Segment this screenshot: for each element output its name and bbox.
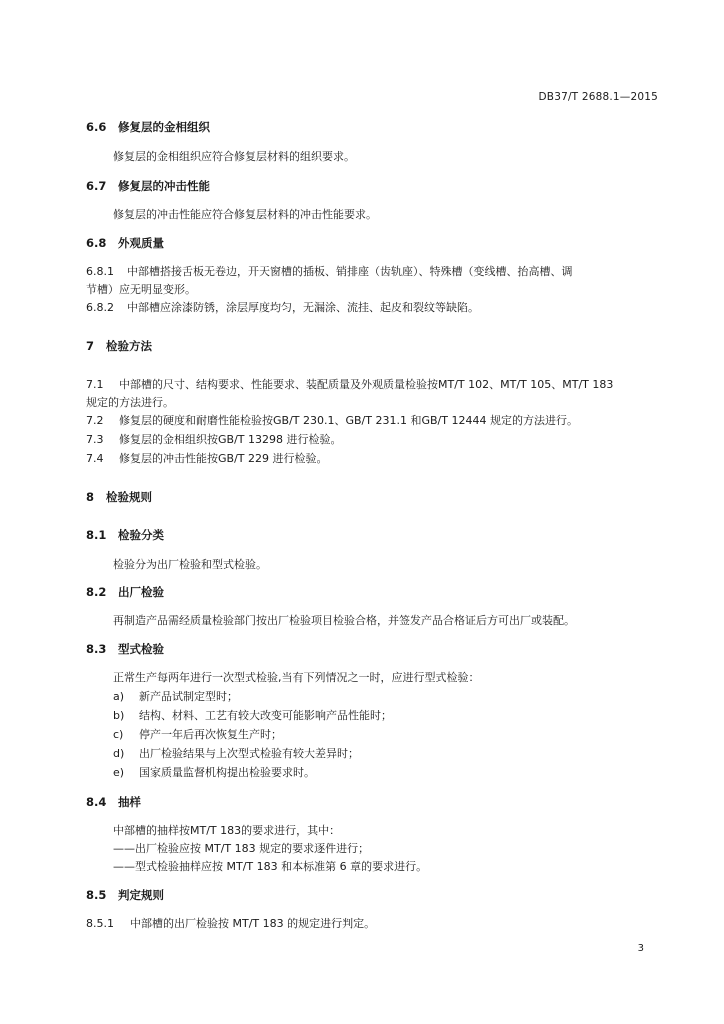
- list-text: 停产一年后再次恢复生产时；: [139, 728, 282, 741]
- list-label: a): [113, 690, 125, 703]
- section-heading-8: [86, 489, 152, 505]
- clause-number: 8.5.1: [86, 917, 114, 930]
- list-item: [113, 764, 315, 780]
- list-label: c): [113, 728, 124, 741]
- section-number: 8.3: [86, 642, 107, 656]
- clause-number: 7.1: [86, 378, 104, 391]
- clause-7-4: [86, 450, 327, 466]
- section-number: 8.1: [86, 528, 107, 542]
- paragraph: 再制造产品需经质量检验部门按出厂检验项目检验合格，并签发产品合格证后方可出厂或装配。: [113, 614, 575, 627]
- section-heading-7: [86, 338, 152, 354]
- list-item: [113, 688, 238, 704]
- list-label: e): [113, 766, 125, 779]
- clause-text: 中部槽的尺寸、结构要求、性能要求、装配质量及外观质量检验按MT/T 102、MT/T 105、MT/T 183: [119, 378, 614, 391]
- section-title: 检验方法: [106, 339, 152, 353]
- list-label: d): [113, 747, 125, 760]
- clause-6-8-1-cont: 节槽）应无明显变形。: [86, 283, 196, 296]
- section-title: 修复层的冲击性能: [118, 179, 210, 193]
- section-title: 抽样: [118, 795, 141, 809]
- clause-number: 6.8.1: [86, 265, 114, 278]
- section-title: 外观质量: [118, 236, 164, 250]
- clause-text: 修复层的冲击性能按GB/T 229 进行检验。: [119, 452, 328, 465]
- list-item: [113, 745, 359, 761]
- clause-number: 7.2: [86, 414, 104, 427]
- clause-text: 修复层的金相组织按GB/T 13298 进行检验。: [119, 433, 342, 446]
- clause-text: 中部槽应涂漆防锈，涂层厚度均匀，无漏涂、流挂、起皮和裂纹等缺陷。: [127, 301, 479, 314]
- list-item: [113, 707, 392, 723]
- section-number: 8.2: [86, 585, 107, 599]
- dash-item: ——出厂检验应按 MT/T 183 规定的要求逐件进行；: [113, 842, 370, 855]
- clause-text: 修复层的硬度和耐磨性能检验按GB/T 230.1、GB/T 231.1 和GB/T 12444 规定的方法进行。: [119, 414, 578, 427]
- clause-text: 中部槽的出厂检验按 MT/T 183 的规定进行判定。: [130, 917, 376, 930]
- paragraph: 修复层的冲击性能应符合修复层材料的冲击性能要求。: [113, 208, 377, 221]
- clause-number: 6.8.2: [86, 301, 114, 314]
- section-number: 8: [86, 490, 95, 504]
- section-number: 7: [86, 339, 95, 353]
- clause-number: 7.4: [86, 452, 104, 465]
- section-heading-6-6: [86, 119, 210, 135]
- list-text: 新产品试制定型时；: [139, 690, 238, 703]
- section-heading-8-4: [86, 794, 141, 810]
- section-title: 检验分类: [118, 528, 164, 542]
- page-number: 3: [637, 943, 644, 954]
- section-title: 修复层的金相组织: [118, 120, 210, 134]
- section-title: 出厂检验: [118, 585, 164, 599]
- clause-7-2: [86, 412, 578, 428]
- clause-7-3: [86, 431, 341, 447]
- section-heading-6-7: [86, 178, 210, 194]
- section-number: 8.5: [86, 888, 107, 902]
- paragraph: 修复层的金相组织应符合修复层材料的组织要求。: [113, 150, 355, 163]
- dash-item: ——型式检验抽样应按 MT/T 183 和本标准第 6 章的要求进行。: [113, 860, 428, 873]
- clause-6-8-2: [86, 299, 479, 315]
- paragraph: 检验分为出厂检验和型式检验。: [113, 558, 267, 571]
- section-title: 判定规则: [118, 888, 164, 902]
- clause-number: 7.3: [86, 433, 104, 446]
- paragraph: 中部槽的抽样按MT/T 183的要求进行，其中：: [113, 824, 341, 837]
- section-title: 型式检验: [118, 642, 164, 656]
- document-code: DB37/T 2688.1—2015: [538, 91, 658, 103]
- clause-7-1: [86, 376, 613, 392]
- section-heading-8-1: [86, 527, 164, 543]
- clause-8-5-1: [86, 915, 375, 931]
- list-label: b): [113, 709, 125, 722]
- list-text: 出厂检验结果与上次型式检验有较大差异时；: [139, 747, 359, 760]
- list-text: 国家质量监督机构提出检验要求时。: [139, 766, 315, 779]
- section-title: 检验规则: [106, 490, 152, 504]
- section-number: 6.8: [86, 236, 107, 250]
- section-heading-8-2: [86, 584, 164, 600]
- clause-7-1-cont: 规定的方法进行。: [86, 396, 174, 409]
- clause-6-8-1: [86, 263, 573, 279]
- section-heading-8-5: [86, 887, 164, 903]
- section-number: 8.4: [86, 795, 107, 809]
- clause-text: 中部槽搭接舌板无卷边，开天窗槽的插板、销排座（齿轨座）、特殊槽（变线槽、抬高槽、调: [127, 265, 573, 278]
- section-heading-6-8: [86, 235, 164, 251]
- section-heading-8-3: [86, 641, 164, 657]
- section-number: 6.6: [86, 120, 107, 134]
- list-item: [113, 726, 282, 742]
- section-number: 6.7: [86, 179, 107, 193]
- list-text: 结构、材料、工艺有较大改变可能影响产品性能时；: [139, 709, 392, 722]
- paragraph: 正常生产每两年进行一次型式检验,当有下列情况之一时，应进行型式检验：: [113, 671, 480, 684]
